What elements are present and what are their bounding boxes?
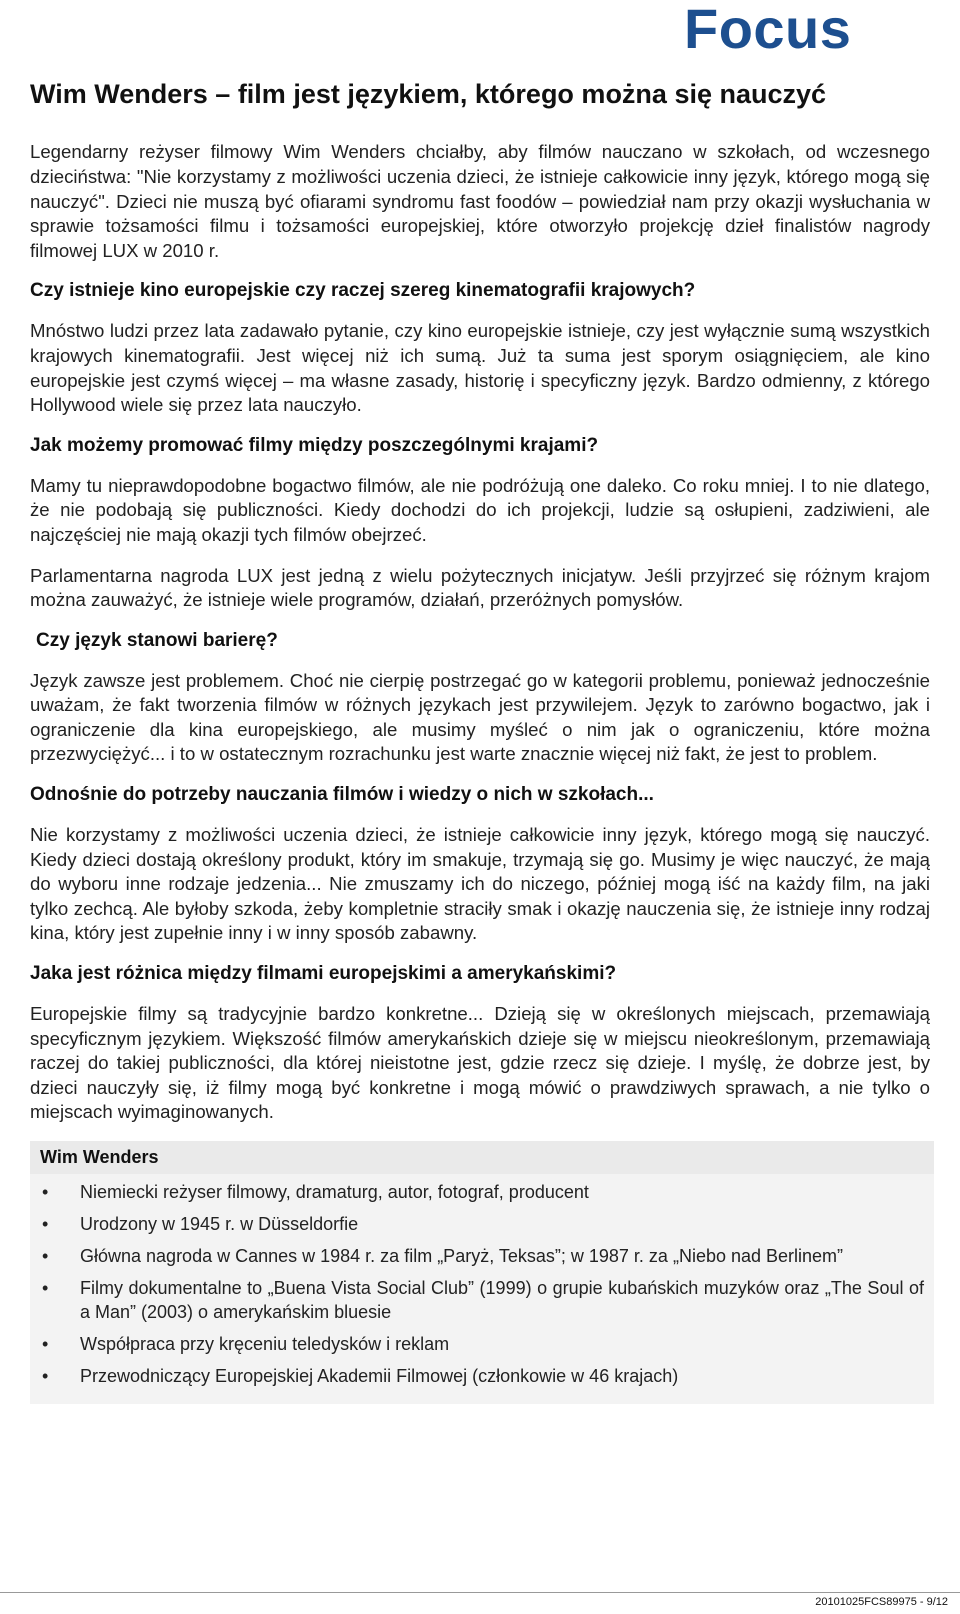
answer-promote-films-2: Parlamentarna nagroda LUX jest jedną z wielu pożytecznych inicjatyw. Jeśli przyjrzeć się różnym krajom można zauważyć, że istnieje wiele programów, działań, przeróżnych pomysłów. [30,564,930,611]
article [30,78,930,1404]
answer-language-barrier: Język zawsze jest problemem. Choć nie cierpię postrzegać go w kategorii problemu, ponieważ jednocześnie uważam, że fakt tworzenia filmów w różnych językach jest przywilejem. Język to zarówno bogactwo, jak i ograniczenie dla kina europejskiego, ale musimy myśleć o nim jak o ograniczeniu, które można przezwyciężyć... i to w ostatecznym rozrachunku jest warte znacznie więcej niż fakt, że jest to problem. [30,669,930,765]
question-promote-films: Jak możemy promować filmy między poszczególnymi krajami? [30,434,599,456]
bio-list-item [40,1180,924,1204]
question-teaching-films: Odnośnie do potrzeby nauczania filmów i wiedzy o nich w szkołach... [30,784,654,806]
bio-list [30,1174,934,1400]
bullet-icon: • [42,1334,49,1355]
bio-item-text: Współpraca przy kręceniu teledysków i reklam [80,1334,450,1355]
answer-eu-vs-us-films: Europejskie filmy są tradycyjnie bardzo konkretne... Dzieją się w określonych miejscach, przemawiają specyficznym językiem. Większość filmów amerykańskich dzieje się w miejscu nieokreślonym, przemawiają raczej do takiej publiczności, dla której nieistotne jest, gdzie rzecz się dzieje. I myślę, że dobrze jest, by dzieci nauczyły się, iż filmy mogą być konkretne i mogą mówić o prawdziwych sprawach, a nie tylko o miejscach wyimaginowanych. [30,1003,930,1123]
answer-european-cinema: Mnóstwo ludzi przez lata zadawało pytanie, czy kino europejskie istnieje, czy jest wyłącznie sumą wszystkich krajowych kinematografii. Jest więcej niż ich sumą. Już ta suma jest sporym osiągnięciem, ale kino europejskie jest czymś więcej – ma własne zasady, historię i specyficzny język. Bardzo odmienny, z którego Hollywood wiele się przez lata nauczyło. [30,320,930,416]
article-title: Wim Wenders – film jest językiem, którego można się nauczyć [30,79,827,109]
bio-list-item [40,1276,924,1324]
question-european-cinema: Czy istnieje kino europejskie czy raczej szereg kinematografii krajowych? [30,280,696,302]
intro-paragraph: Legendarny reżyser filmowy Wim Wenders chciałby, aby filmów nauczano w szkołach, od wczesnego dzieciństwa: "Nie korzystamy z możliwości uczenia dzieci, że istnieje całkowicie inny język, którego mogą się nauczyć". Dzieci nie muszą być ofiarami syndromu fast foodów – powiedział nam przy okazji wysłuchania w sprawie tożsamości filmu i tożsamości europejskiej, które otworzyło projekcję dzieł finalistów nagrody filmowej LUX w 2010 r. [30,141,930,261]
bio-item-text: Główna nagroda w Cannes w 1984 r. za film „Paryż, Teksas”; w 1987 r. za „Niebo nad Berlinem” [80,1246,844,1267]
question-language-barrier: Czy język stanowi barierę? [36,629,278,651]
bullet-icon: • [42,1278,49,1299]
bio-title: Wim Wenders [30,1141,934,1174]
footer-divider [0,1592,960,1593]
document-reference-code: 20101025FCS89975 - 9/12 [815,1596,948,1608]
question-eu-vs-us-films: Jaka jest różnica między filmami europejskimi a amerykańskimi? [30,963,617,985]
bullet-icon: • [42,1366,49,1387]
bullet-icon: • [42,1246,49,1267]
bullet-icon: • [42,1214,49,1235]
bio-item-text: Niemiecki reżyser filmowy, dramaturg, autor, fotograf, producent [80,1182,589,1203]
bio-item-text: Urodzony w 1945 r. w Düsseldorfie [80,1214,359,1235]
bullet-icon: • [42,1182,49,1203]
bio-box [30,1141,934,1404]
bio-list-item [40,1332,924,1356]
bio-item-text: Filmy dokumentalne to „Buena Vista Social Club” (1999) o grupie kubańskich muzyków oraz „The Soul of a Man” (2003) o amerykańskim bluesie [80,1278,924,1323]
answer-promote-films-1: Mamy tu nieprawdopodobne bogactwo filmów, ale nie podróżują one daleko. Co roku mniej. I to nie dlatego, że nie podobają się publiczności. Kiedy dochodzi do ich projekcji, ludzie są osłupieni, zadziwieni, ale najczęściej nie mają okazji tych filmów obejrzeć. [30,474,930,545]
answer-teaching-films: Nie korzystamy z możliwości uczenia dzieci, że istnieje całkowicie inny język, którego mogą się nauczyć. Kiedy dzieci dostają określony produkt, który im smakuje, trzymają się go. Musimy je więc nauczyć, że mają do wyboru inne rodzaje jedzenia... Nie zmuszamy ich do niczego, później mogą iść na każdy film, na jaki tylko zechcą. Ale byłoby szkoda, żeby kompletnie straciły smak i okazję nauczenia się, że istnieje inny rodzaj kina, który jest zupełnie inny i w inny sposób zabawny. [30,824,930,944]
bio-item-text: Przewodniczący Europejskiej Akademii Filmowej (członkowie w 46 krajach) [80,1366,679,1387]
bio-list-item [40,1212,924,1236]
bio-list-item [40,1364,924,1388]
bio-list-item [40,1244,924,1268]
brand-logo-text: Focus [684,0,852,60]
